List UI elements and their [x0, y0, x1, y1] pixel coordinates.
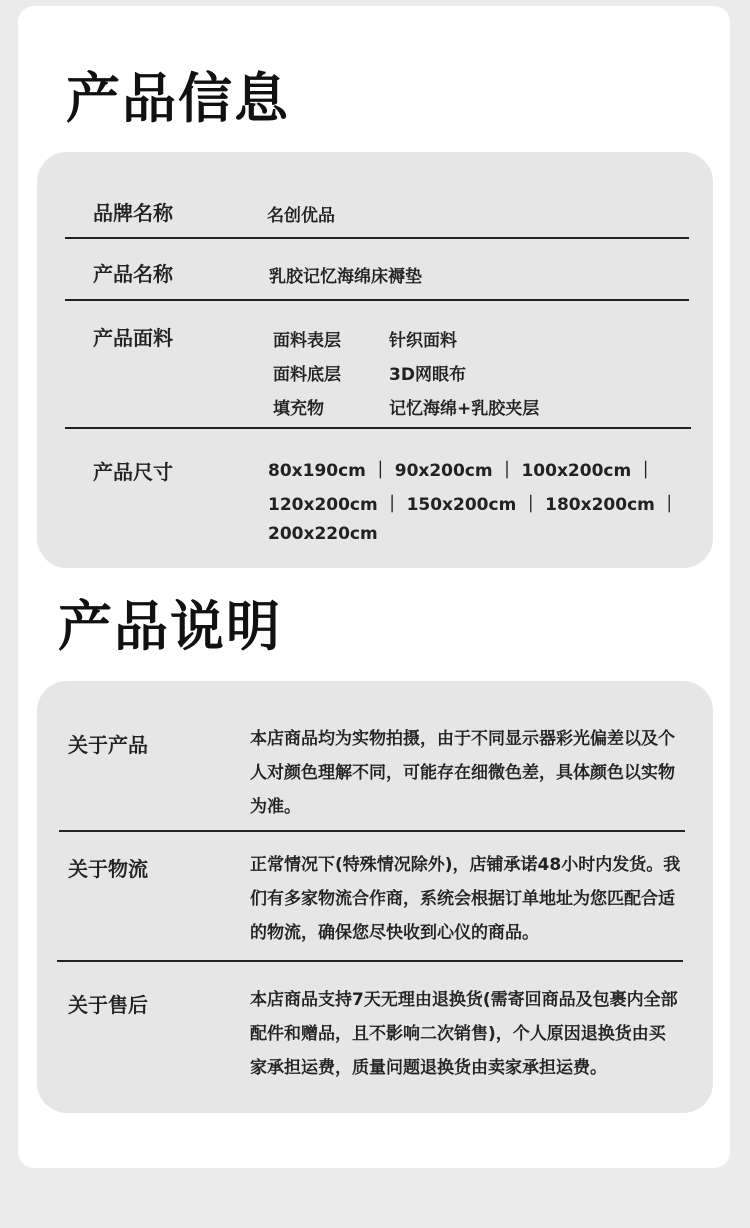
divider	[57, 960, 683, 962]
product-description-heading: 产品说明	[58, 595, 282, 658]
brand-label: 品牌名称	[93, 201, 173, 225]
about-after-sales-text: 本店商品支持7天无理由退换货(需寄回商品及包裹内全部配件和赠品，且不影响二次销售)，个人原因退换货由买家承担运费，质量问题退换货由卖家承担运费。	[250, 990, 678, 1078]
brand-value: 名创优品	[267, 206, 335, 226]
divider	[65, 237, 689, 239]
material-part: 填充物	[273, 399, 324, 419]
product-description-panel	[37, 681, 713, 1113]
about-after-sales-label: 关于售后	[68, 993, 148, 1017]
material-value: 3D网眼布	[389, 365, 466, 385]
about-product-label: 关于产品	[68, 733, 148, 757]
size-line: 200x220cm	[268, 524, 378, 544]
material-label: 产品面料	[93, 326, 173, 350]
about-product-text: 本店商品均为实物拍摄，由于不同显示器彩光偏差以及个人对颜色理解不同，可能存在细微色差，具体颜色以实物为准。	[250, 729, 675, 817]
product-info-panel	[37, 152, 713, 568]
size-line: 120x200cm ｜ 150x200cm ｜ 180x200cm ｜	[268, 495, 678, 515]
about-logistics-label: 关于物流	[68, 857, 148, 881]
divider	[59, 830, 685, 832]
material-part: 面料表层	[273, 331, 341, 351]
divider	[65, 299, 689, 301]
divider	[65, 427, 691, 429]
material-value: 记忆海绵+乳胶夹层	[389, 399, 540, 419]
product-info-heading: 产品信息	[66, 67, 290, 130]
product-name-label: 产品名称	[93, 262, 173, 286]
material-part: 面料底层	[273, 365, 341, 385]
material-value: 针织面料	[389, 331, 457, 351]
size-line: 80x190cm ｜ 90x200cm ｜ 100x200cm ｜	[268, 461, 655, 481]
about-logistics-text: 正常情况下(特殊情况除外)，店铺承诺48小时内发货。我们有多家物流合作商，系统会根据订单地址为您匹配合适的物流，确保您尽快收到心仪的商品。	[250, 855, 681, 943]
size-label: 产品尺寸	[93, 460, 173, 484]
product-name-value: 乳胶记忆海绵床褥垫	[269, 267, 422, 287]
